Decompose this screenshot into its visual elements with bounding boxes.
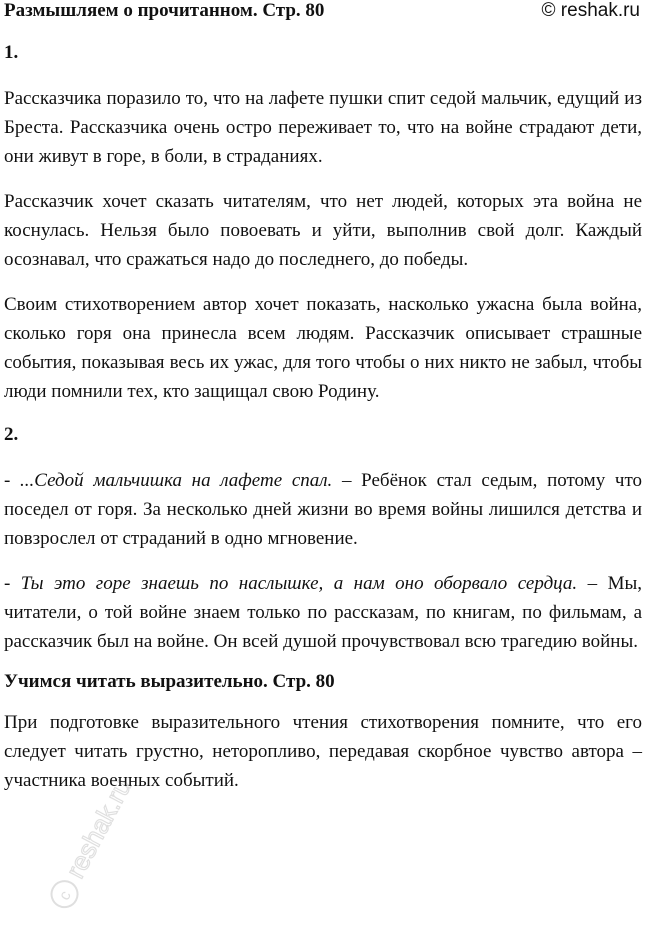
reading-advice-paragraph: При подготовке выразительного чтения стихотворения помните, что его следует читать грустно, неторопливо, передавая скорбное чувство автора – участника военных событий. (4, 712, 642, 791)
section-number-1: 1. (4, 42, 19, 63)
item-dash: - (4, 573, 21, 594)
item-dash: - (4, 470, 21, 491)
quote-answer-item (4, 466, 642, 553)
answer-paragraph: Своим стихотворением автор хочет показать, насколько ужасна была война, сколько горя она принесла всем людям. Рассказчик описывает страшные события, показывая весь их ужас, для того чтобы о них никто не забыл, чтобы люди помнили тех, кто защищал свою Родину. (4, 294, 642, 402)
answer-paragraph: Рассказчик хочет сказать читателям, что нет людей, которых эта война не коснулась. Нельзя было повоевать и уйти, выполнив свой долг. Каждый осознавал, что сражаться надо до последнего, до победы. (4, 191, 642, 270)
quote-answer-item (4, 569, 642, 656)
section-number-2: 2. (4, 424, 19, 445)
answer-paragraph: Рассказчика поразило то, что на лафете пушки спит седой мальчик, едущий из Бреста. Рассказчика очень остро переживает то, что на войне страдают дети, они живут в горе, в боли, в страданиях. (4, 88, 642, 167)
svg-text:c: c (55, 888, 75, 904)
quote-explanation: – Ребёнок стал седым, потому что поседел от горя. За несколько дней жизни во время войны лишился детства и повзрослел от страданий в одно мгновение. (4, 470, 642, 549)
quote-explanation: – Мы, читатели, о той войне знаем только по рассказам, по книгам, по фильмам, а рассказчик был на войне. Он всей душой прочувствовал всю трагедию войны. (4, 573, 642, 652)
page-title: Размышляем о прочитанном. Стр. 80 (4, 0, 325, 21)
section-heading: Учимся читать выразительно. Стр. 80 (4, 671, 335, 692)
poem-quote: Ты это горе знаешь по наслышке, а нам оно оборвало сердца. (20, 573, 578, 594)
poem-quote: ...Седой мальчишка на лафете спал. (20, 470, 333, 491)
document-body (4, 42, 642, 811)
watermark-text: reshak.ru (59, 773, 138, 884)
page-header (4, 0, 640, 26)
site-credit[interactable]: © reshak.ru (541, 0, 640, 21)
